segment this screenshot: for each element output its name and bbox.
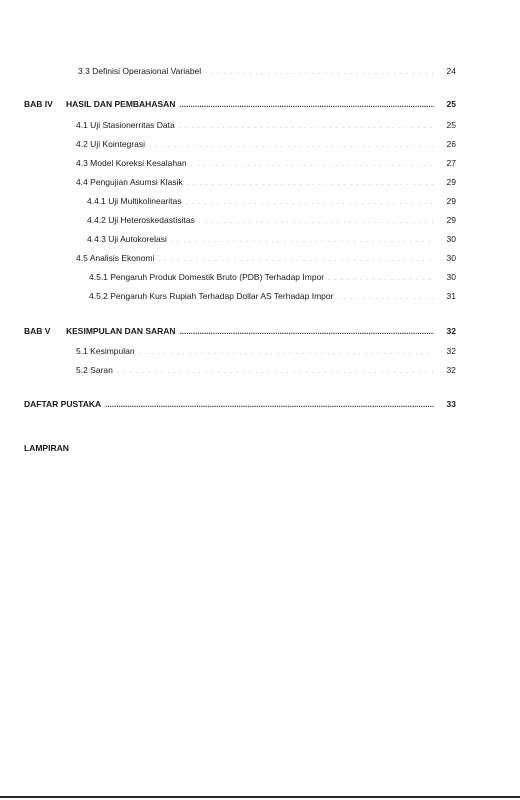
toc-page-number: 30 — [446, 272, 456, 282]
dot-leader — [158, 253, 434, 267]
dot-leader — [139, 346, 434, 360]
dot-leader — [191, 158, 434, 172]
chapter-code: BAB IV — [24, 99, 53, 109]
dot-leader — [337, 291, 434, 305]
toc-entry-label: 5.1 Kesimpulan — [76, 346, 135, 356]
toc-page-number: 32 — [446, 365, 456, 375]
toc-entry-label: DAFTAR PUSTAKA — [24, 399, 102, 409]
toc-entry-4-4-3 — [87, 232, 456, 246]
dot-leader — [179, 120, 434, 134]
toc-page-number: 31 — [446, 291, 456, 301]
toc-entry-label: 4.3 Model Koreksi Kesalahan — [76, 158, 187, 168]
toc-page-number: 25 — [446, 99, 456, 109]
toc-entry-label: 4.2 Uji Kointegrasi — [76, 139, 145, 149]
toc-entry-4-5 — [76, 251, 456, 265]
page-bottom-border — [0, 796, 520, 798]
chapter-title: KESIMPULAN DAN SARAN — [66, 326, 176, 336]
toc-entry-4-4-2 — [87, 213, 456, 227]
dot-leader — [328, 272, 434, 286]
toc-entry-5-2 — [76, 363, 456, 377]
toc-entry-4-4-1 — [87, 194, 456, 208]
toc-entry-4-2 — [76, 137, 456, 151]
toc-page-number: 27 — [446, 158, 456, 168]
toc-entry-3-3 — [78, 64, 456, 78]
toc-lampiran: LAMPIRAN — [24, 443, 69, 453]
dot-leader — [179, 98, 434, 112]
toc-entry-label: 4.4.2 Uji Heteroskedastisitas — [87, 215, 195, 225]
toc-entry-label: 4.5.2 Pengaruh Kurs Rupiah Terhadap Dollar AS Terhadap Impor — [89, 291, 334, 301]
toc-page-number: 32 — [446, 326, 456, 336]
toc-entry-label: 4.5 Analisis Ekonomi — [76, 253, 155, 263]
dot-leader — [180, 325, 434, 339]
toc-chapter-iv — [24, 97, 456, 111]
toc-page-number: 32 — [446, 346, 456, 356]
dot-leader — [199, 215, 434, 229]
toc-entry-4-1 — [76, 118, 456, 132]
toc-entry-label: 3.3 Definisi Operasional Variabel — [78, 66, 202, 76]
toc-page-number: 24 — [446, 66, 456, 76]
toc-entry-4-3 — [76, 156, 456, 170]
chapter-title: HASIL DAN PEMBAHASAN — [66, 99, 176, 109]
dot-leader — [171, 234, 434, 248]
toc-entry-4-5-1 — [89, 270, 456, 284]
dot-leader — [185, 196, 434, 210]
dot-leader — [105, 398, 434, 412]
toc-page-number: 29 — [446, 215, 456, 225]
toc-page-number: 33 — [446, 399, 456, 409]
toc-daftar-pustaka — [24, 397, 456, 411]
toc-entry-4-4 — [76, 175, 456, 189]
toc-page-number: 26 — [446, 139, 456, 149]
dot-leader — [205, 66, 434, 80]
dot-leader — [187, 177, 434, 191]
dot-leader — [117, 365, 434, 379]
chapter-code: BAB V — [24, 326, 51, 336]
dot-leader — [149, 139, 434, 153]
toc-entry-label: 4.1 Uji Stasionerritas Data — [76, 120, 175, 130]
toc-page-number: 30 — [446, 234, 456, 244]
toc-entry-5-1 — [76, 344, 456, 358]
toc-page-number: 25 — [446, 120, 456, 130]
toc-entry-label: 4.4 Pengujian Asumsi Klasik — [76, 177, 183, 187]
toc-entry-label: 4.5.1 Pengaruh Produk Domestik Bruto (PDB) Terhadap Impor — [89, 272, 325, 282]
toc-entry-label: 4.4.3 Uji Autokorelasi — [87, 234, 167, 244]
toc-chapter-v — [24, 324, 456, 338]
toc-entry-4-5-2 — [89, 289, 456, 303]
toc-entry-label: 4.4.1 Uji Multikolinearitas — [87, 196, 182, 206]
toc-page-number: 29 — [446, 196, 456, 206]
toc-entry-label: 5.2 Saran — [76, 365, 113, 375]
toc-page-number: 29 — [446, 177, 456, 187]
toc-page-number: 30 — [446, 253, 456, 263]
